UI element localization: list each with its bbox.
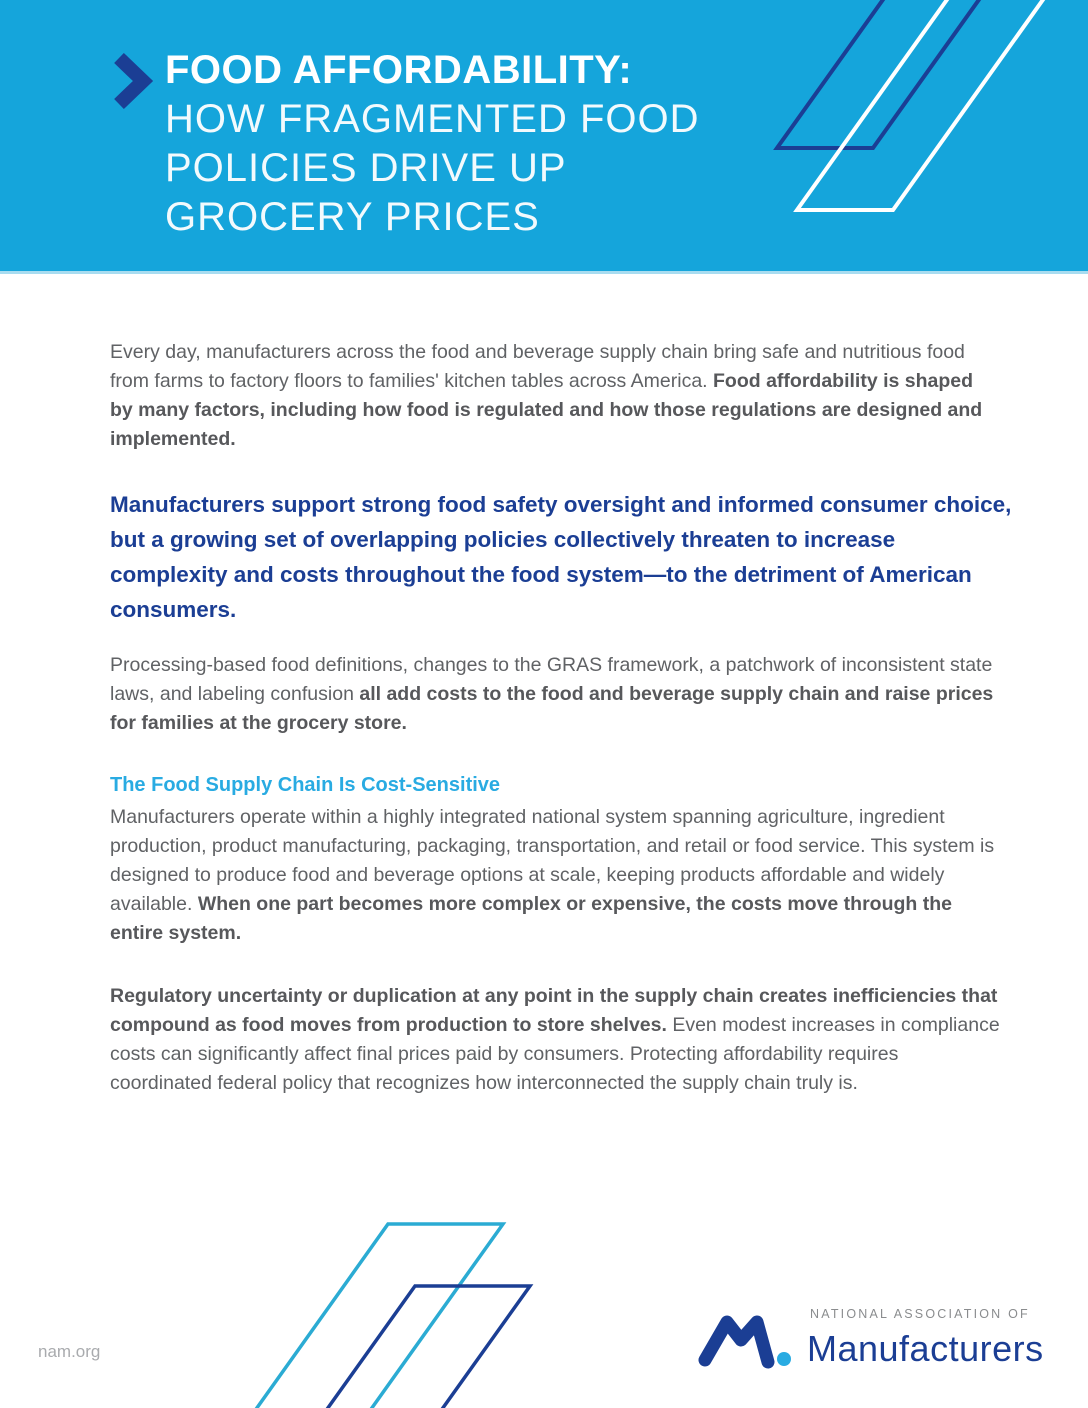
section-heading: The Food Supply Chain Is Cost-Sensitive bbox=[110, 774, 501, 796]
page-title-line-1: FOOD AFFORDABILITY: bbox=[165, 48, 633, 92]
nam-logo bbox=[698, 1298, 1058, 1388]
costs-paragraph: Processing-based food definitions, changes to the GRAS framework, a patchwork of inconsistent state laws, and labeling confusion all add costs to the food and beverage supply chain and raise prices for families at the grocery store. bbox=[110, 654, 994, 734]
page-title-line-3: POLICIES DRIVE UP bbox=[165, 146, 567, 190]
logo-org-small-text: NATIONAL ASSOCIATION OF bbox=[810, 1307, 1030, 1321]
intro-paragraph: Every day, manufacturers across the food and beverage supply chain bring safe and nutritious food from farms to factory floors to families' kitchen tables across America. Food affordability is shaped by many factors, including how food is regulated and how those regulations are designed and implemented. bbox=[110, 341, 983, 450]
logo-org-name: Manufacturers bbox=[807, 1328, 1044, 1369]
header-banner bbox=[0, 0, 1088, 274]
regulatory-paragraph: Regulatory uncertainty or duplication at any point in the supply chain creates inefficiencies that compound as food moves from production to store shelves. Even modest increases in compliance costs can significantly affect final prices paid by consumers. Protecting affordability requires coordinated federal policy that recognizes how interconnected the supply chain truly is. bbox=[110, 985, 1000, 1094]
site-url: nam.org bbox=[38, 1342, 101, 1361]
nam-m-mark-icon bbox=[698, 1298, 798, 1378]
supply-chain-paragraph: Manufacturers operate within a highly integrated national system spanning agriculture, ingredient production, product manufacturing, packaging, transportation, and retail or food service. This system is designed to produce food and beverage options at scale, keeping products affordable and widely available. When one part becomes more complex or expensive, the costs move through the entire system. bbox=[110, 806, 995, 944]
callout-paragraph: Manufacturers support strong food safety oversight and informed consumer choice, but a growing set of overlapping policies collectively threaten to increase complexity and costs throughout the food system—to the detriment of American consumers. bbox=[110, 492, 1012, 622]
page-title bbox=[165, 46, 700, 242]
right-chevron-icon bbox=[112, 52, 154, 110]
page-title-line-4: GROCERY PRICES bbox=[165, 195, 540, 239]
page-title-line-2: HOW FRAGMENTED FOOD bbox=[165, 97, 700, 141]
